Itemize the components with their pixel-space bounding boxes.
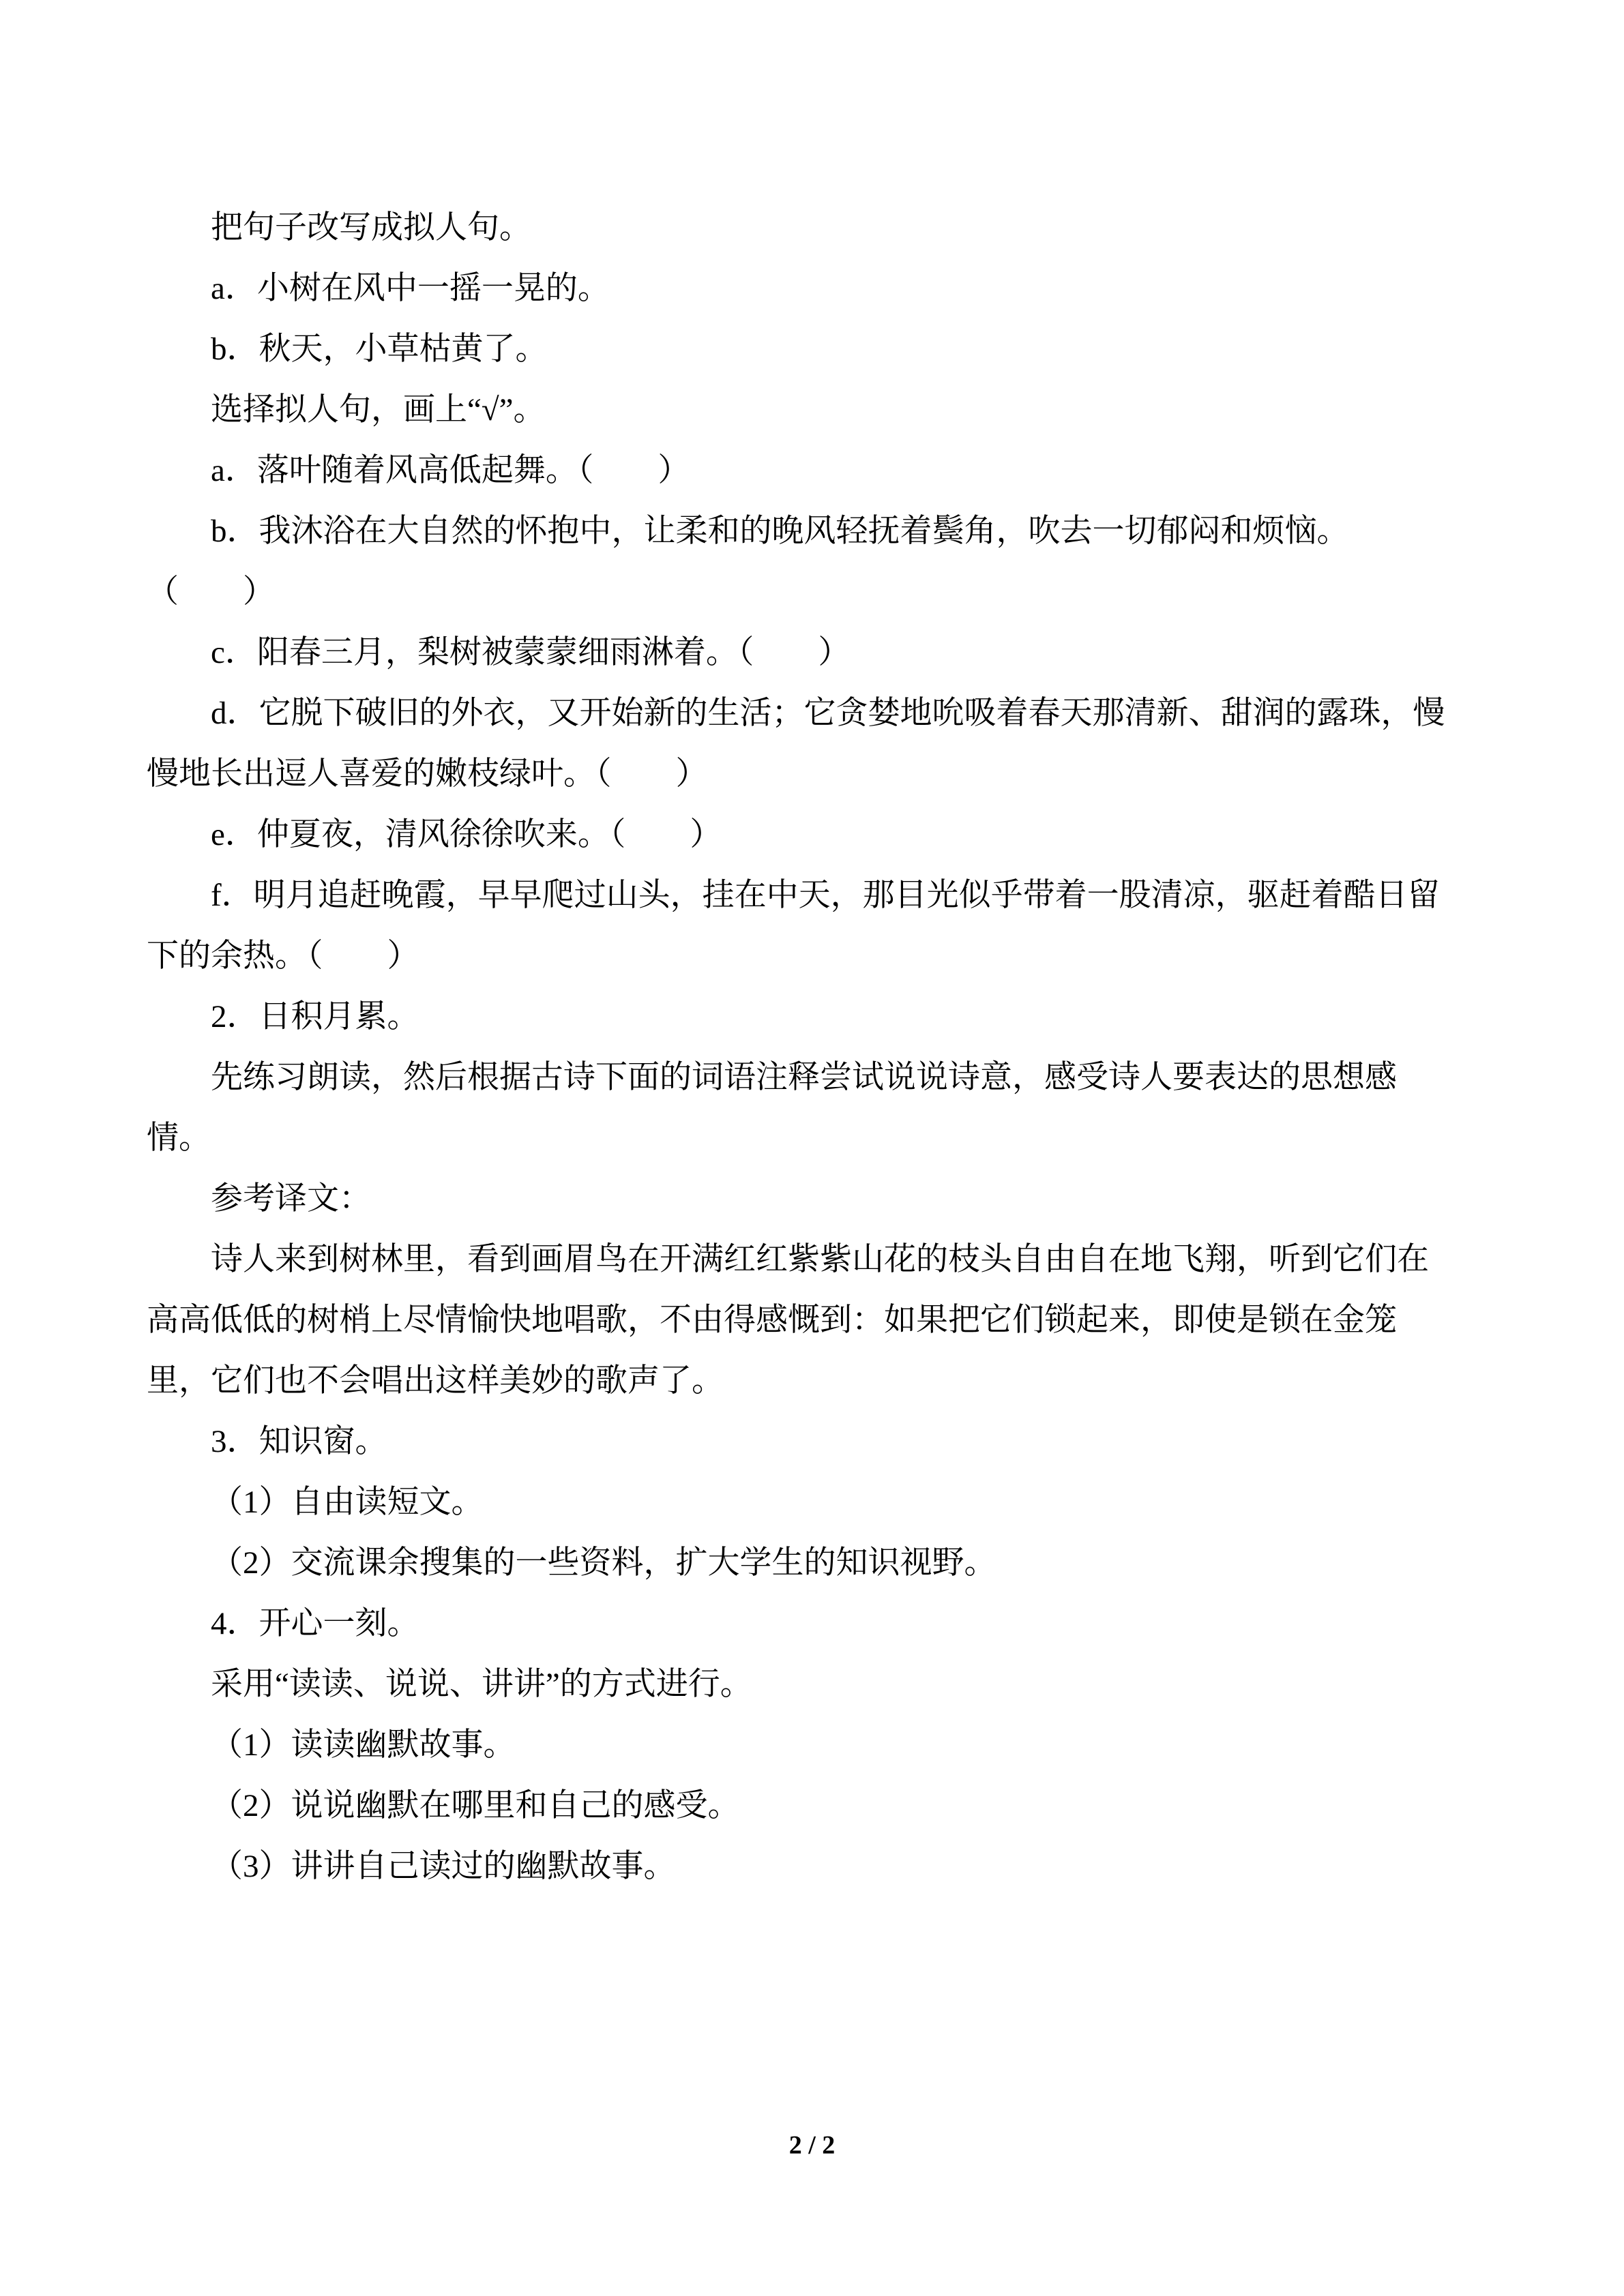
- text-line: （3）讲讲自己读过的幽默故事。: [211, 1849, 676, 1884]
- text-line: 高高低低的树梢上尽情愉快地唱歌，不由得感慨到：如果把它们锁起来，即使是锁在金笼: [147, 1302, 1397, 1338]
- text-line: （ ）: [147, 574, 275, 610]
- text-line: 诗人来到树林里，看到画眉鸟在开满红红紫紫山花的枝头自由自在地飞翔，听到它们在: [211, 1242, 1429, 1277]
- page-number: 2 / 2: [788, 2131, 836, 2160]
- text-line: a．小树在风中一摇一晃的。: [211, 271, 610, 306]
- text-line: 采用“读读、说说、讲讲”的方式进行。: [211, 1667, 752, 1702]
- text-line: 4．开心一刻。: [211, 1606, 419, 1641]
- text-line: b．秋天，小草枯黄了。: [211, 331, 548, 367]
- text-line: e．仲夏夜，清风徐徐吹来。（ ）: [211, 817, 722, 852]
- text-line: 先练习朗读，然后根据古诗下面的词语注释尝试说说诗意，感受诗人要表达的思想感: [211, 1060, 1397, 1095]
- text-line: （1）自由读短文。: [211, 1485, 484, 1520]
- text-line: f．明月追赶晚霞，早早爬过山头，挂在中天，那目光似乎带着一股清凉，驱赶着酷日留: [211, 878, 1440, 913]
- text-line: c．阳春三月，梨树被蒙蒙细雨淋着。（ ）: [211, 635, 851, 670]
- text-line: 里，它们也不会唱出这样美妙的歌声了。: [147, 1363, 724, 1399]
- text-line: 慢地长出逗人喜爱的嫩枝绿叶。（ ）: [147, 756, 708, 792]
- text-line: （2）说说幽默在哪里和自己的感受。: [211, 1788, 740, 1823]
- text-line: d．它脱下破旧的外衣，又开始新的生活；它贪婪地吮吸着春天那清新、甜润的露珠，慢: [211, 696, 1445, 731]
- text-line: 3．知识窗。: [211, 1424, 387, 1459]
- text-line: 2．日积月累。: [211, 999, 419, 1034]
- text-line: 选择拟人句，画上“√”。: [211, 392, 546, 428]
- text-line: （1）读读幽默故事。: [211, 1727, 516, 1763]
- text-line: （2）交流课余搜集的一些资料，扩大学生的知识视野。: [211, 1545, 996, 1581]
- document-body: [147, 198, 1478, 1897]
- text-line: 参考译文：: [211, 1181, 371, 1217]
- text-line: 下的余热。（ ）: [147, 938, 419, 974]
- text-line: b．我沐浴在大自然的怀抱中，让柔和的晚风轻抚着鬓角，吹去一切郁闷和烦恼。: [211, 513, 1349, 549]
- text-line: 情。: [147, 1120, 211, 1156]
- text-line: a．落叶随着风高低起舞。（ ）: [211, 453, 690, 488]
- text-line: 把句子改写成拟人句。: [211, 210, 531, 245]
